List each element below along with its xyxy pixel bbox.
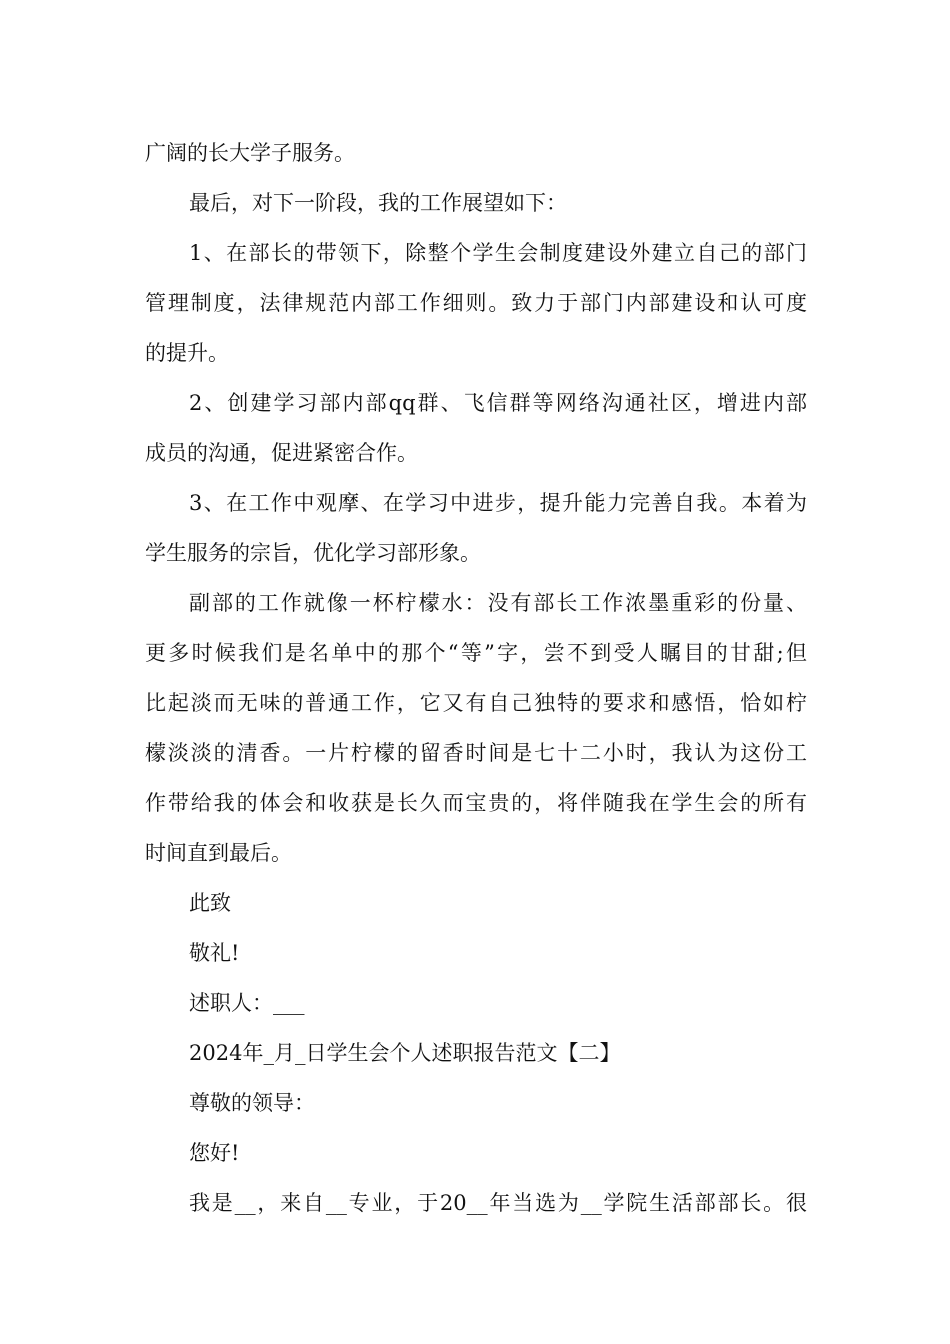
paragraph-line: 更多时候我们是名单中的那个“等”字，尝不到受人瞩目的甘甜;但 bbox=[145, 641, 807, 665]
paragraph-line: 成员的沟通，促进紧密合作。 bbox=[145, 441, 418, 465]
paragraph-line: 比起淡而无味的普通工作，它又有自己独特的要求和感悟，恰如柠 bbox=[145, 691, 807, 715]
greeting-line: 您好! bbox=[189, 1141, 240, 1165]
salutation-line: 敬礼! bbox=[189, 941, 240, 965]
paragraph-line: 1、在部长的带领下，除整个学生会制度建设外建立自己的部门 bbox=[189, 241, 807, 265]
paragraph-line: 3、在工作中观摩、在学习中进步，提升能力完善自我。本着为 bbox=[189, 491, 807, 515]
paragraph-line: 广阔的长大学子服务。 bbox=[145, 141, 355, 165]
closing-line: 此致 bbox=[189, 891, 231, 915]
section-title: 2024年_月_日学生会个人述职报告范文【二】 bbox=[189, 1041, 621, 1065]
paragraph-line: 的提升。 bbox=[145, 341, 229, 365]
document-body bbox=[145, 128, 807, 1228]
paragraph-line: 副部的工作就像一杯柠檬水：没有部长工作浓墨重彩的份量、 bbox=[189, 591, 807, 615]
paragraph-line: 作带给我的体会和收获是长久而宝贵的，将伴随我在学生会的所有 bbox=[145, 791, 807, 815]
paragraph-line: 学生服务的宗旨，优化学习部形象。 bbox=[145, 541, 481, 565]
paragraph-line: 2、创建学习部内部qq群、飞信群等网络沟通社区，增进内部 bbox=[189, 391, 807, 415]
signature-line: 述职人：___ bbox=[189, 991, 305, 1015]
paragraph-line: 我是__，来自__专业，于20__年当选为__学院生活部部长。很 bbox=[189, 1191, 807, 1215]
paragraph-line: 最后，对下一阶段，我的工作展望如下： bbox=[189, 191, 567, 215]
paragraph-line: 管理制度，法律规范内部工作细则。致力于部门内部建设和认可度 bbox=[145, 291, 807, 315]
paragraph-line: 檬淡淡的清香。一片柠檬的留香时间是七十二小时，我认为这份工 bbox=[145, 741, 807, 765]
greeting-line: 尊敬的领导： bbox=[189, 1091, 315, 1115]
paragraph-line: 时间直到最后。 bbox=[145, 841, 292, 865]
